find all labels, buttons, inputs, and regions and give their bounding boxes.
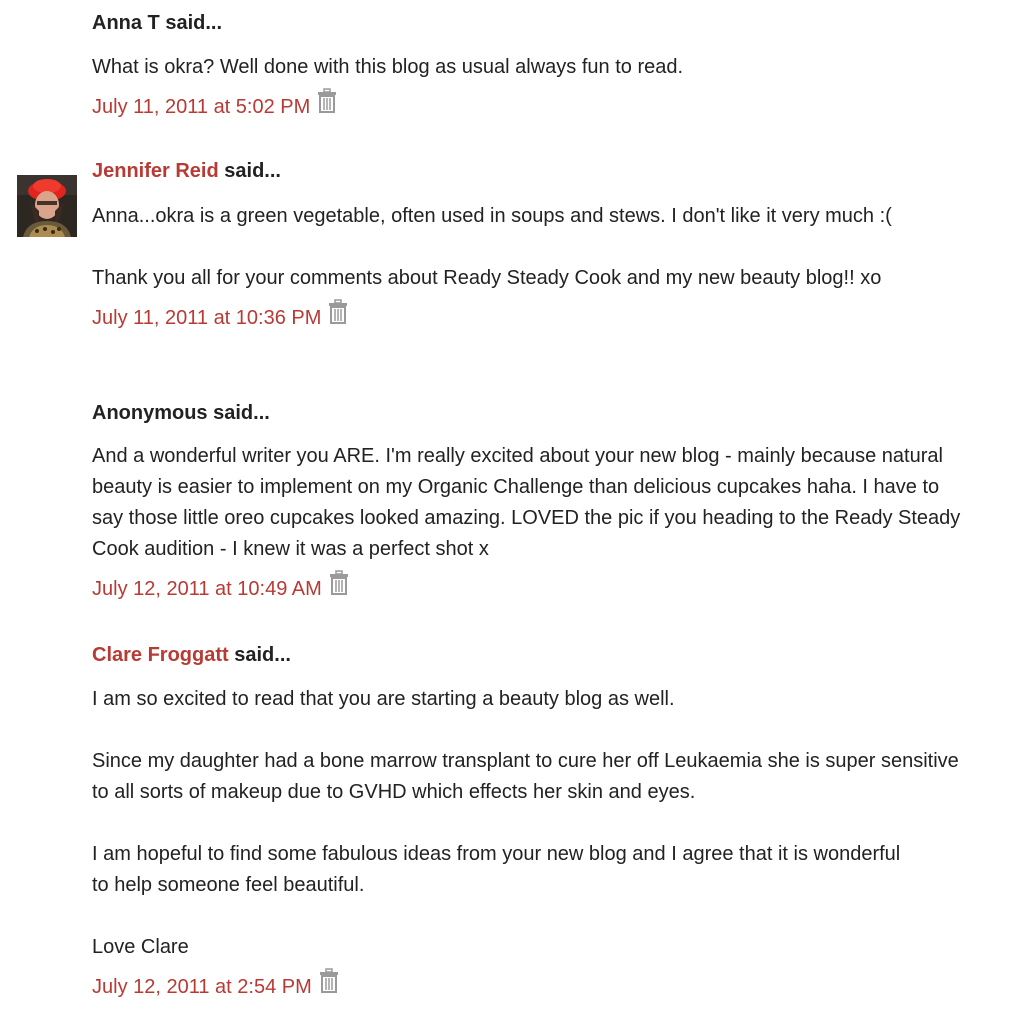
comment bbox=[0, 11, 1015, 120]
comment-timestamp-link[interactable]: July 12, 2011 at 10:49 AM bbox=[92, 578, 322, 600]
comment-author: Anna T bbox=[92, 12, 160, 34]
comment-footer bbox=[92, 576, 975, 602]
comment-body bbox=[92, 52, 975, 83]
comment bbox=[0, 159, 1015, 331]
comment-paragraph: Since my daughter had a bone marrow transplant to cure her off Leukaemia she is super sensitive to all sorts of makeup due to GVHD which effects her skin and eyes. bbox=[92, 750, 959, 803]
comment-body bbox=[92, 441, 975, 565]
comment-said-label: said... bbox=[213, 402, 270, 424]
comment-said-label: said... bbox=[224, 160, 281, 182]
comment-paragraph: Thank you all for your comments about Ready Steady Cook and my new beauty blog!! xo bbox=[92, 267, 882, 289]
comment-timestamp-link[interactable]: July 11, 2011 at 10:36 PM bbox=[92, 307, 322, 329]
comment-said-label: said... bbox=[165, 12, 223, 34]
comment bbox=[0, 401, 1015, 602]
comment-footer bbox=[92, 305, 975, 331]
trash-icon[interactable] bbox=[328, 570, 350, 596]
trash-icon[interactable] bbox=[327, 299, 349, 325]
comment-author-line bbox=[92, 11, 975, 35]
comment-paragraph: And a wonderful writer you ARE. I'm really excited about your new blog - mainly because natural beauty is easier to implement on my Organic Challenge than delicious cupcakes haha. I have to say those little oreo cupcakes looked amazing. LOVED the pic if you heading to the Ready Steady Cook audition - I knew it was a perfect shot x bbox=[92, 445, 961, 560]
comment-paragraph: What is okra? Well done with this blog as usual always fun to read. bbox=[92, 56, 684, 78]
avatar[interactable] bbox=[17, 175, 77, 237]
comment-body bbox=[92, 201, 975, 294]
comment-author-line bbox=[92, 643, 975, 667]
comment-author: Anonymous bbox=[92, 402, 208, 424]
comment-timestamp-link[interactable]: July 11, 2011 at 5:02 PM bbox=[92, 96, 311, 118]
comment-footer bbox=[92, 974, 975, 1000]
comment-footer bbox=[92, 94, 975, 120]
comment-timestamp-link[interactable]: July 12, 2011 at 2:54 PM bbox=[92, 976, 312, 998]
comment-body bbox=[92, 684, 975, 963]
comment-author-line bbox=[92, 159, 975, 183]
comment-author-line bbox=[92, 401, 975, 425]
comment-paragraph: Love Clare bbox=[92, 936, 189, 958]
trash-icon[interactable] bbox=[316, 88, 338, 114]
comment-paragraph: Anna...okra is a green vegetable, often used in soups and stews. I don't like it very much :( bbox=[92, 205, 892, 227]
trash-icon[interactable] bbox=[318, 968, 340, 994]
comment-paragraph: I am so excited to read that you are starting a beauty blog as well. bbox=[92, 688, 675, 710]
comment-author-link[interactable]: Clare Froggatt bbox=[92, 644, 229, 666]
comment-author-link[interactable]: Jennifer Reid bbox=[92, 160, 219, 182]
comment-said-label: said... bbox=[234, 644, 291, 666]
comment bbox=[0, 643, 1015, 1000]
comment-paragraph: I am hopeful to find some fabulous ideas from your new blog and I agree that it is wonderful to help someone feel beautiful. bbox=[92, 843, 901, 896]
